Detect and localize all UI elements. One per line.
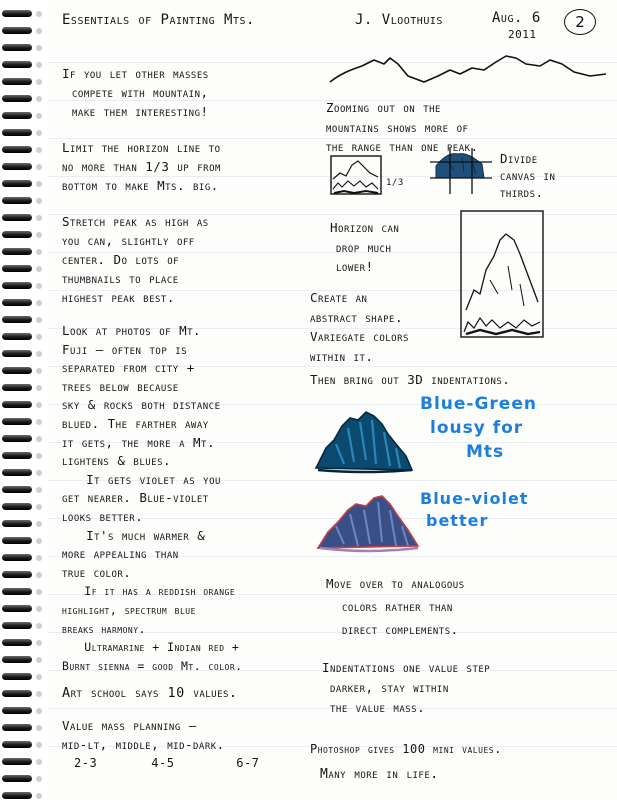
binding-hole: [36, 572, 42, 578]
spiral-coil: [2, 231, 32, 238]
spiral-coil: [2, 384, 32, 391]
note-line: direct complements.: [342, 622, 459, 637]
note-indentations-value: [322, 658, 490, 718]
binding-hole: [36, 198, 42, 204]
spiral-coil: [2, 520, 32, 527]
spiral-coil: [2, 401, 32, 408]
binding-hole: [36, 589, 42, 595]
spiral-coil: [2, 350, 32, 357]
note-line: true color.: [62, 564, 132, 580]
binding-hole: [36, 215, 42, 221]
spiral-coil: [2, 214, 32, 221]
note-line: lower!: [336, 259, 374, 274]
note-line: Divide: [500, 151, 538, 166]
spiral-coil: [2, 78, 32, 85]
binding-hole: [36, 266, 42, 272]
binding-hole: [36, 45, 42, 51]
note-line: sky & rocks both distance: [62, 397, 221, 413]
note-line: Limit the horizon line to: [62, 140, 221, 155]
note-line: bottom to make Mts. big.: [62, 178, 219, 193]
note-line: Blue-violet: [420, 489, 529, 508]
note-line: breaks harmony.: [62, 621, 146, 636]
note-divide-canvas: [500, 150, 555, 201]
spiral-coil: [2, 622, 32, 629]
note-line: Ultramarine + Indian red +: [62, 640, 240, 655]
binding-hole: [36, 164, 42, 170]
note-line: Blue-Green: [420, 394, 537, 414]
spiral-coil: [2, 197, 32, 204]
mountain-range-sketch: [328, 52, 610, 90]
note-date: Aug. 6: [492, 10, 541, 26]
thirds-grid-sketch: [428, 146, 494, 196]
blue-violet-label: [420, 488, 528, 532]
binding-hole: [36, 385, 42, 391]
binding-hole: [36, 79, 42, 85]
binding-hole: [36, 691, 42, 697]
note-analogous-colors: [326, 572, 465, 641]
spiral-coil: [2, 61, 32, 68]
note-line: Indentations one value step: [322, 660, 491, 675]
note-stretch-peak: [62, 212, 209, 307]
binding-hole: [36, 538, 42, 544]
spiral-coil: [2, 486, 32, 493]
note-line: thumbnails to place: [62, 271, 179, 286]
binding-hole: [36, 113, 42, 119]
note-line: Move over to analogous: [326, 576, 465, 591]
note-line: it gets, the more a Mt.: [62, 434, 215, 450]
note-line: looks better.: [62, 508, 144, 524]
note-line: Create an: [310, 290, 368, 305]
page-title: Essentials of Painting Mts.: [62, 12, 255, 28]
note-line: more appealing than: [62, 546, 179, 562]
note-line: blued. The farther away: [62, 415, 209, 431]
note-abstract-shape: [310, 288, 409, 366]
binding-hole: [36, 674, 42, 680]
note-line: Mts: [466, 442, 505, 462]
binding-hole: [36, 521, 42, 527]
binding-hole: [36, 402, 42, 408]
binding-hole: [36, 759, 42, 765]
author-name: J. Vloothuis: [355, 12, 443, 28]
spiral-coil: [2, 180, 32, 187]
spiral-coil: [2, 792, 32, 799]
binding-hole: [36, 640, 42, 646]
note-line: you can, slightly off: [62, 233, 195, 248]
spiral-coil: [2, 605, 32, 612]
spiral-coil: [2, 469, 32, 476]
note-line: highlight, spectrum blue: [62, 602, 196, 617]
page-number: 2: [564, 9, 596, 35]
note-line: thirds.: [500, 185, 544, 200]
note-line: canvas in: [500, 168, 556, 183]
note-line: better: [426, 511, 489, 530]
binding-hole: [36, 28, 42, 34]
note-line: Horizon can: [330, 220, 400, 235]
note-line: Fuji — often top is: [62, 341, 188, 357]
binding-hole: [36, 368, 42, 374]
note-photoshop-values: [310, 736, 502, 788]
spiral-coil: [2, 163, 32, 170]
note-line: within it.: [310, 348, 374, 364]
spiral-coil: [2, 299, 32, 306]
blue-green-mountain-swatch: [314, 404, 414, 476]
spiral-coil: [2, 639, 32, 646]
spiral-coil: [2, 265, 32, 272]
binding-hole: [36, 776, 42, 782]
note-line: highest peak best.: [62, 290, 175, 305]
note-mt-fuji: [62, 322, 243, 675]
binding-hole: [36, 436, 42, 442]
tall-mountain-sketch: [460, 210, 544, 338]
note-year: 2011: [508, 28, 537, 41]
binding-hole: [36, 470, 42, 476]
thumbnail-sketch-small: [330, 155, 382, 195]
note-line: abstract shape.: [310, 309, 403, 325]
spiral-coil: [2, 537, 32, 544]
spiral-coil: [2, 316, 32, 323]
binding-hole: [36, 657, 42, 663]
binding-hole: [36, 11, 42, 17]
spiral-coil: [2, 656, 32, 663]
note-line: Stretch peak as high as: [62, 214, 209, 229]
spiral-coil: [2, 129, 32, 136]
spiral-coil: [2, 775, 32, 782]
binding-hole: [36, 606, 42, 612]
note-horizon-limit: [62, 138, 221, 195]
spiral-coil: [2, 44, 32, 51]
binding-hole: [36, 62, 42, 68]
binding-hole: [36, 793, 42, 799]
thirds-fraction: 1/3: [386, 178, 404, 188]
binding-hole: [36, 351, 42, 357]
binding-hole: [36, 453, 42, 459]
binding-hole: [36, 232, 42, 238]
note-line: compete with mountain,: [72, 85, 209, 100]
note-line: Burnt sienna = good Mt. color.: [62, 658, 243, 673]
note-line: lousy for: [430, 418, 524, 438]
binding-hole: [36, 504, 42, 510]
spiral-coil: [2, 588, 32, 595]
note-line: the value mass.: [330, 700, 426, 715]
note-line: Zooming out on the: [326, 100, 441, 115]
binding-hole: [36, 181, 42, 187]
note-horizon-drop: [330, 218, 399, 277]
note-line: Value mass planning —: [62, 718, 197, 733]
binding-hole: [36, 96, 42, 102]
note-line: center. Do lots of: [62, 252, 180, 267]
note-line: make them interesting!: [72, 104, 209, 119]
note-line: lightens & blues.: [62, 453, 172, 469]
spiral-coil: [2, 554, 32, 561]
note-line: It gets violet as you: [62, 471, 221, 487]
note-line: darker, stay within: [330, 680, 449, 695]
note-line: Variegate colors: [310, 329, 409, 344]
binding-hole: [36, 742, 42, 748]
note-line: It's much warmer &: [62, 527, 206, 543]
spiral-coil: [2, 571, 32, 578]
spiral-coil: [2, 248, 32, 255]
spiral-coil: [2, 282, 32, 289]
blue-green-label: [420, 392, 537, 464]
note-line: colors rather than: [342, 599, 453, 614]
note-line: mountains shows more of: [326, 119, 469, 135]
spiral-coil: [2, 452, 32, 459]
binding-hole: [36, 725, 42, 731]
binding-hole: [36, 487, 42, 493]
note-masses: [62, 64, 209, 121]
binding-hole: [36, 419, 42, 425]
spiral-coil: [2, 435, 32, 442]
spiral-coil: [2, 10, 32, 17]
value-step-numbers: 2-3 4-5 6-7: [74, 756, 260, 770]
spiral-coil: [2, 27, 32, 34]
binding-hole: [36, 334, 42, 340]
spiral-binding: [0, 0, 48, 800]
spiral-coil: [2, 95, 32, 102]
note-value-mass: [62, 716, 225, 754]
spiral-coil: [2, 112, 32, 119]
spiral-coil: [2, 758, 32, 765]
binding-hole: [36, 555, 42, 561]
spiral-coil: [2, 146, 32, 153]
note-line: drop much: [336, 239, 392, 255]
spiral-coil: [2, 707, 32, 714]
spiral-coil: [2, 741, 32, 748]
spiral-coil: [2, 367, 32, 374]
note-line: no more than 1/3 up from: [62, 159, 221, 174]
binding-hole: [36, 300, 42, 306]
note-ten-values: Art school says 10 values.: [62, 685, 238, 701]
note-line: trees below because: [62, 378, 179, 394]
binding-hole: [36, 130, 42, 136]
binding-hole: [36, 249, 42, 255]
note-line: mid-lt, middle, mid-dark.: [62, 737, 225, 752]
note-line: If you let other masses: [62, 66, 209, 81]
spiral-coil: [2, 690, 32, 697]
note-line: get nearer. Blue-violet: [62, 490, 209, 506]
binding-hole: [36, 623, 42, 629]
spiral-coil: [2, 503, 32, 510]
note-line: Photoshop gives 100 mini values.: [310, 742, 502, 756]
note-3d-indentations: Then bring out 3D indentations.: [310, 372, 511, 387]
note-line: separated from city +: [62, 360, 195, 376]
blue-violet-mountain-swatch: [316, 486, 420, 556]
binding-hole: [36, 708, 42, 714]
note-line: If it has a reddish orange: [62, 584, 236, 599]
binding-hole: [36, 317, 42, 323]
spiral-coil: [2, 724, 32, 731]
spiral-coil: [2, 418, 32, 425]
note-line: Look at photos of Mt.: [62, 323, 202, 338]
note-line: Many more in life.: [320, 767, 439, 782]
note-line: the range than one peak.: [326, 139, 479, 154]
spiral-coil: [2, 673, 32, 680]
spiral-coil: [2, 333, 32, 340]
binding-hole: [36, 283, 42, 289]
binding-hole: [36, 147, 42, 153]
